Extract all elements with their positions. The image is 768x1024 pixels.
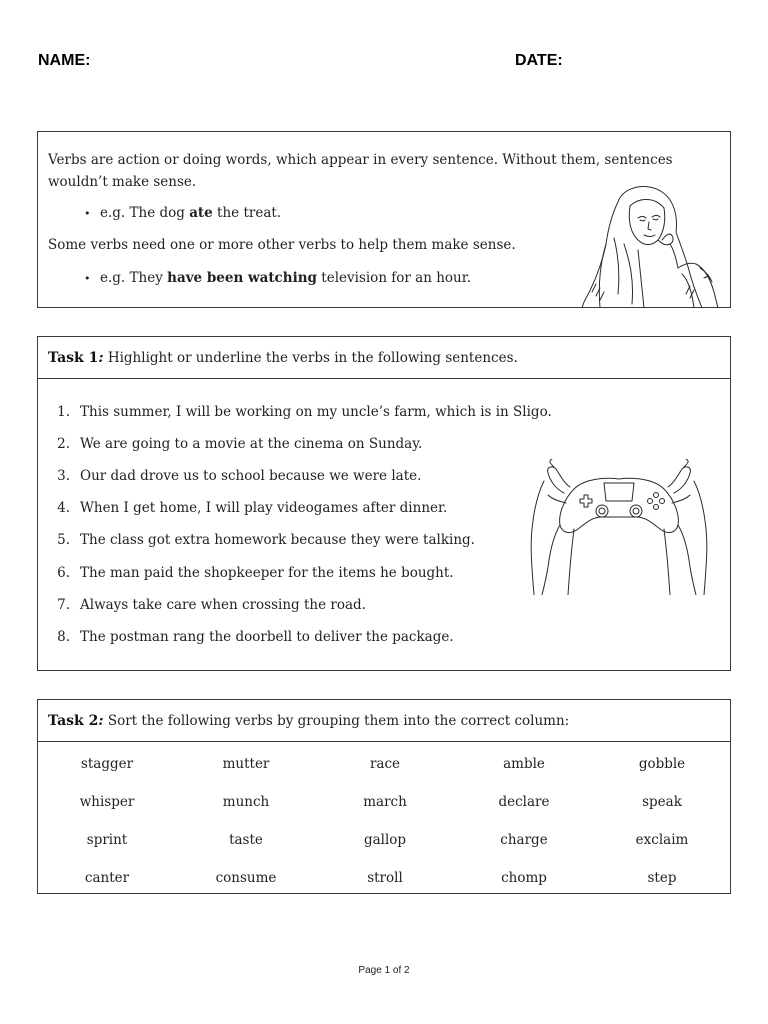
list-item-number: 5. <box>57 532 70 548</box>
list-item-text: The class got extra homework because they were talking. <box>80 532 475 548</box>
task1-label: Task 1 <box>48 350 99 366</box>
verb-word: gobble <box>638 756 686 772</box>
example-1-verb: ate <box>189 205 213 221</box>
task2-box <box>37 699 731 894</box>
list-item <box>38 497 447 519</box>
list-item <box>38 594 366 616</box>
task1-instruction-line <box>48 347 518 369</box>
page-number: Page 1 of 2 <box>358 965 410 976</box>
list-item-text: When I get home, I will play videogames after dinner. <box>80 500 448 516</box>
list-item-number: 7. <box>57 597 70 613</box>
example-2-verb: have been watching <box>167 270 317 286</box>
example-1-prefix: e.g. The dog <box>100 205 190 221</box>
verb-word: exclaim <box>635 832 689 848</box>
verb-word: step <box>647 870 677 886</box>
list-item <box>38 529 475 551</box>
list-item <box>38 433 422 455</box>
verb-word: race <box>369 756 401 772</box>
example-2-suffix: television for an hour. <box>316 270 471 286</box>
verb-word: stroll <box>367 870 403 886</box>
list-item-number: 8. <box>57 629 70 645</box>
list-item <box>38 562 454 584</box>
list-item <box>38 401 552 423</box>
task2-instruction: Sort the following verbs by grouping them into the correct column: <box>103 713 570 729</box>
bullet-icon: • <box>84 272 91 285</box>
list-item <box>38 626 454 648</box>
verb-word: consume <box>215 870 277 886</box>
verb-word: stagger <box>80 756 134 772</box>
verb-word: gallop <box>363 832 407 848</box>
bullet-icon: • <box>84 207 91 220</box>
task2-label: Task 2 <box>48 713 99 729</box>
intro-paragraph-2: Some verbs need one or more other verbs to help them make sense. <box>48 237 516 253</box>
example-1-suffix: the treat. <box>212 205 282 221</box>
task2-instruction-line <box>48 710 569 732</box>
verb-word: charge <box>500 832 548 848</box>
list-item-text: We are going to a movie at the cinema on Sunday. <box>80 436 423 452</box>
example-2-prefix: e.g. They <box>100 270 168 286</box>
verb-word: canter <box>84 870 130 886</box>
list-item <box>38 465 421 487</box>
verb-word: munch <box>222 794 270 810</box>
name-label: NAME: <box>38 52 91 69</box>
verb-word: amble <box>503 756 545 772</box>
intro-example-2 <box>84 267 471 290</box>
task1-header <box>38 337 730 379</box>
task1-colon: : <box>98 350 104 366</box>
list-item-text: Always take care when crossing the road. <box>80 597 366 613</box>
list-item-number: 1. <box>57 404 70 420</box>
intro-paragraph-1: Verbs are action or doing words, which appear in every sentence. Without them, sentences wouldn’t make sense. <box>48 152 673 190</box>
date-label: DATE: <box>515 52 563 69</box>
intro-example-1 <box>84 202 281 225</box>
verb-word: taste <box>229 832 263 848</box>
list-item-text: The man paid the shopkeeper for the items he bought. <box>80 565 454 581</box>
list-item-text: Our dad drove us to school because we were late. <box>80 468 422 484</box>
task1-instruction: Highlight or underline the verbs in the following sentences. <box>103 350 518 366</box>
verb-word: declare <box>498 794 550 810</box>
list-item-text: This summer, I will be working on my uncle’s farm, which is in Sligo. <box>80 404 552 420</box>
girl-thinking-illustration <box>578 184 728 308</box>
list-item-number: 2. <box>57 436 70 452</box>
list-item-text: The postman rang the doorbell to deliver the package. <box>80 629 454 645</box>
intro-box <box>37 131 731 308</box>
verb-word: chomp <box>501 870 547 886</box>
task1-box <box>37 336 731 671</box>
verb-word: march <box>363 794 407 810</box>
game-controller-hands-illustration <box>524 459 714 595</box>
list-item-number: 3. <box>57 468 70 484</box>
verb-word: mutter <box>222 756 270 772</box>
verb-word: whisper <box>79 794 135 810</box>
verb-word: sprint <box>86 832 128 848</box>
list-item-number: 4. <box>57 500 70 516</box>
list-item-number: 6. <box>57 565 70 581</box>
verb-word: speak <box>642 794 682 810</box>
task2-colon: : <box>98 713 104 729</box>
task2-header <box>38 700 730 742</box>
